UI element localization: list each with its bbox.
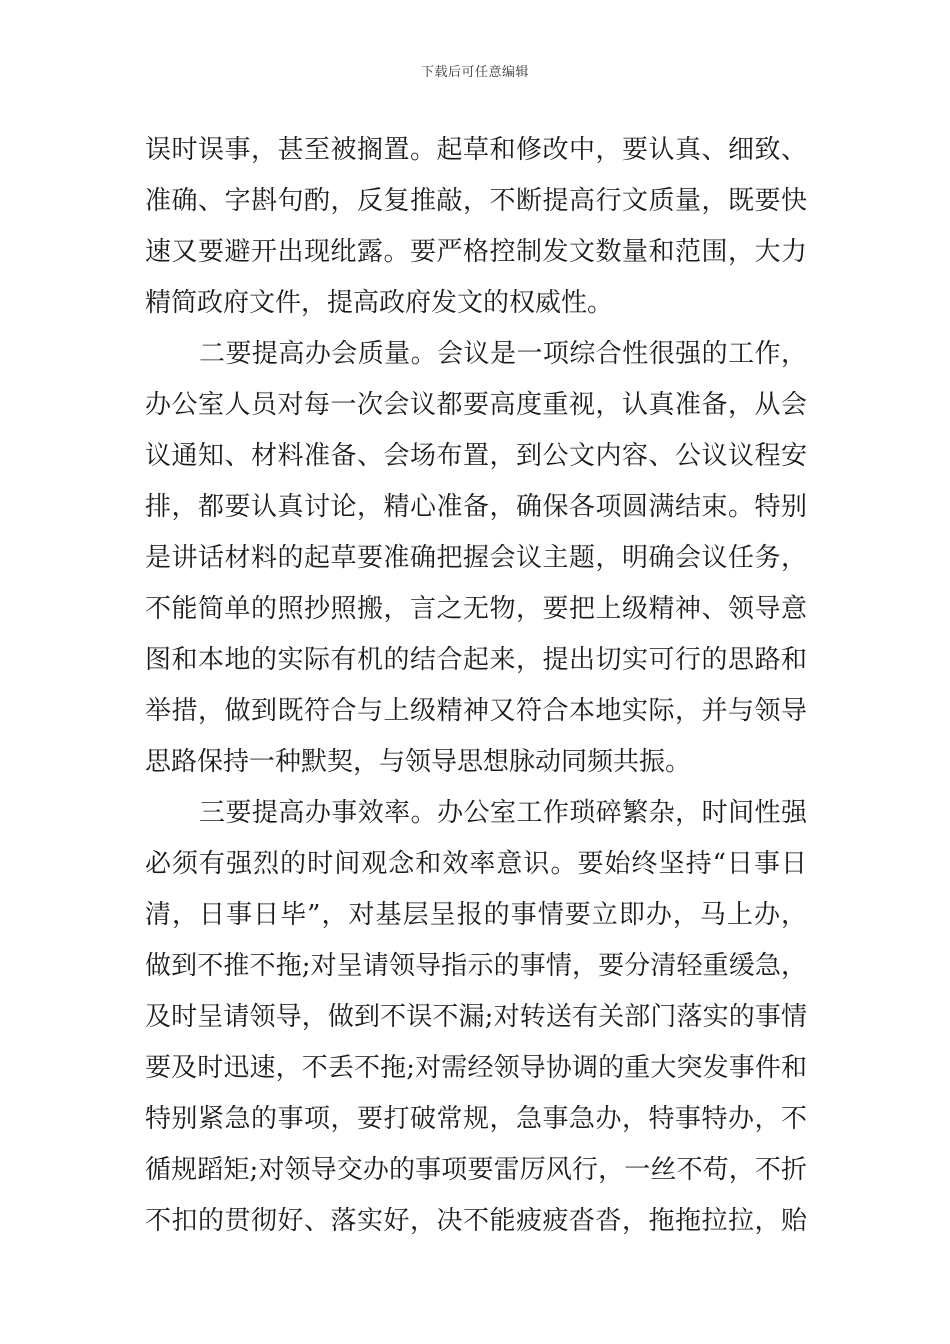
text-line: 图和本地的实际有机的结合起来，提出切实可行的思路和 (145, 645, 807, 675)
text-line: 清，日事日毕”，对基层呈报的事情要立即办，马上办， (145, 900, 807, 930)
text-line: 不扣的贯彻好、落实好，决不能疲疲沓沓，拖拖拉拉，贻 (145, 1206, 807, 1236)
text-line: 三要提高办事效率。办公室工作琐碎繁杂，时间性强 (199, 798, 807, 828)
text-line: 举措，做到既符合与上级精神又符合本地实际，并与领导 (145, 696, 807, 726)
document-body (145, 125, 807, 1247)
page-header: 下载后可任意编辑 (420, 65, 529, 80)
text-line: 精简政府文件，提高政府发文的权威性。 (145, 288, 614, 318)
text-line: 二要提高办会质量。会议是一项综合性很强的工作， (199, 339, 807, 369)
text-line: 误时误事，甚至被搁置。起草和修改中，要认真、细致、 (145, 135, 807, 165)
text-line: 议通知、材料准备、会场布置，到公文内容、公议议程安 (145, 441, 807, 471)
text-line: 要及时迅速，不丢不拖;对需经领导协调的重大突发事件和 (145, 1053, 807, 1083)
text-line: 排，都要认真讨论，精心准备，确保各项圆满结束。特别 (145, 492, 807, 522)
text-line: 办公室人员对每一次会议都要高度重视，认真准备，从会 (145, 390, 807, 420)
text-line: 准确、字斟句酌，反复推敲，不断提高行文质量，既要快 (145, 186, 807, 216)
text-line: 循规蹈矩;对领导交办的事项要雷厉风行，一丝不苟，不折 (145, 1155, 807, 1185)
text-line: 是讲话材料的起草要准确把握会议主题，明确会议任务， (145, 543, 807, 573)
text-line: 及时呈请领导，做到不误不漏;对转送有关部门落实的事情 (145, 1002, 807, 1032)
text-line: 思路保持一种默契，与领导思想脉动同频共振。 (145, 747, 692, 777)
text-line: 速又要避开出现纰露。要严格控制发文数量和范围，大力 (145, 237, 807, 267)
text-line: 做到不推不拖;对呈请领导指示的事情，要分清轻重缓急， (145, 951, 807, 981)
text-line: 特别紧急的事项，要打破常规，急事急办，特事特办，不 (145, 1104, 807, 1134)
text-line: 必须有强烈的时间观念和效率意识。要始终坚持“日事日 (145, 849, 807, 879)
text-line: 不能简单的照抄照搬，言之无物，要把上级精神、领导意 (145, 594, 807, 624)
